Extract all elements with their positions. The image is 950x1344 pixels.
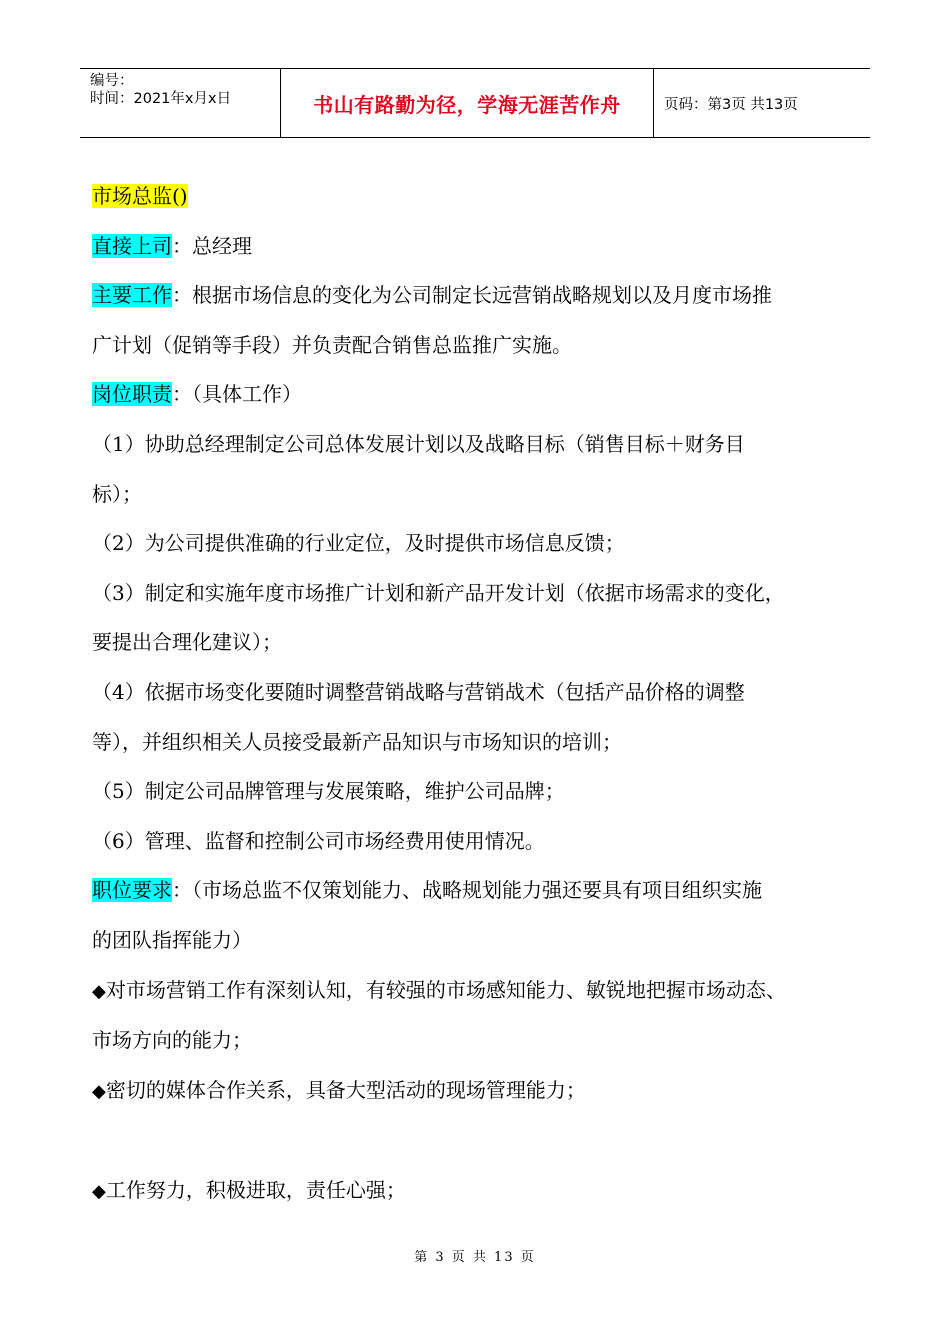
header-page-label: 页码：第3页 共13页	[664, 96, 798, 113]
bullet-1-text: 对市场营销工作有深刻认知，有较强的市场感知能力、敏锐地把握市场动态、	[105, 977, 786, 1002]
duty-1-line-2: 标）；	[92, 481, 142, 506]
requirements-label: 职位要求	[92, 878, 172, 903]
page-footer: 第 3 页 共 13 页	[414, 1250, 536, 1265]
bullet-3	[92, 1166, 872, 1217]
main-work-line-1	[92, 271, 872, 321]
main-work-label: 主要工作	[92, 283, 172, 308]
number-label: 编号：	[90, 73, 134, 89]
main-work-text-1: ：根据市场信息的变化为公司制定长远营销战略规划以及月度市场推	[172, 283, 772, 308]
bullet-2	[92, 1066, 872, 1117]
requirements-line-2: 的团队指挥能力）	[92, 927, 252, 952]
diamond-bullet-icon: ◆	[92, 1180, 106, 1202]
bullet-3-text: 工作努力，积极进取，责任心强；	[105, 1177, 406, 1202]
duty-4-line-1: （4）依据市场变化要随时调整营销战略与营销战术（包括产品价格的调整	[92, 679, 745, 704]
duties-heading-line	[92, 370, 872, 420]
supervisor-value: ：总经理	[172, 233, 252, 258]
bullet-2-text: 密切的媒体合作关系，具备大型活动的现场管理能力；	[105, 1077, 586, 1102]
requirements-line-1	[92, 866, 872, 916]
requirements-text-1: ：（市场总监不仅策划能力、战略规划能力强还要具有项目组织实施	[172, 878, 762, 903]
duties-suffix: ：（具体工作）	[172, 382, 302, 407]
diamond-bullet-icon: ◆	[92, 1080, 106, 1102]
blank-line	[92, 1116, 872, 1166]
duty-6: （6）管理、监督和控制公司市场经费用使用情况。	[92, 828, 545, 853]
duty-2: （2）为公司提供准确的行业定位，及时提供市场信息反馈；	[92, 531, 625, 556]
job-title: 市场总监()	[92, 184, 188, 208]
supervisor-label: 直接上司	[92, 233, 172, 258]
duties-label: 岗位职责	[92, 382, 172, 407]
time-label: 时间：2021年x月x日	[90, 91, 232, 107]
duty-3-line-1: （3）制定和实施年度市场推广计划和新产品开发计划（依据市场需求的变化，	[92, 580, 785, 605]
bullet-1-line-2: 市场方向的能力；	[92, 1028, 252, 1053]
header-meta-cell	[80, 69, 281, 137]
header-motto: 书山有路勤为径，学海无涯苦作舟	[281, 69, 654, 137]
document-body	[92, 172, 872, 1216]
duty-4-line-2: 等），并组织相关人员接受最新产品知识与市场知识的培训；	[92, 729, 622, 754]
supervisor-line	[92, 222, 872, 272]
duty-1-line-1: （1）协助总经理制定公司总体发展计划以及战略目标（销售目标＋财务目	[92, 431, 745, 456]
duty-5: （5）制定公司品牌管理与发展策略，维护公司品牌；	[92, 779, 565, 804]
main-work-line-2: 广计划（促销等手段）并负责配合销售总监推广实施。	[92, 332, 572, 357]
diamond-bullet-icon: ◆	[92, 980, 106, 1002]
document-header	[80, 68, 870, 138]
duty-3-line-2: 要提出合理化建议）；	[92, 630, 282, 655]
bullet-1-line-1	[92, 966, 872, 1017]
job-title-line	[92, 172, 872, 222]
